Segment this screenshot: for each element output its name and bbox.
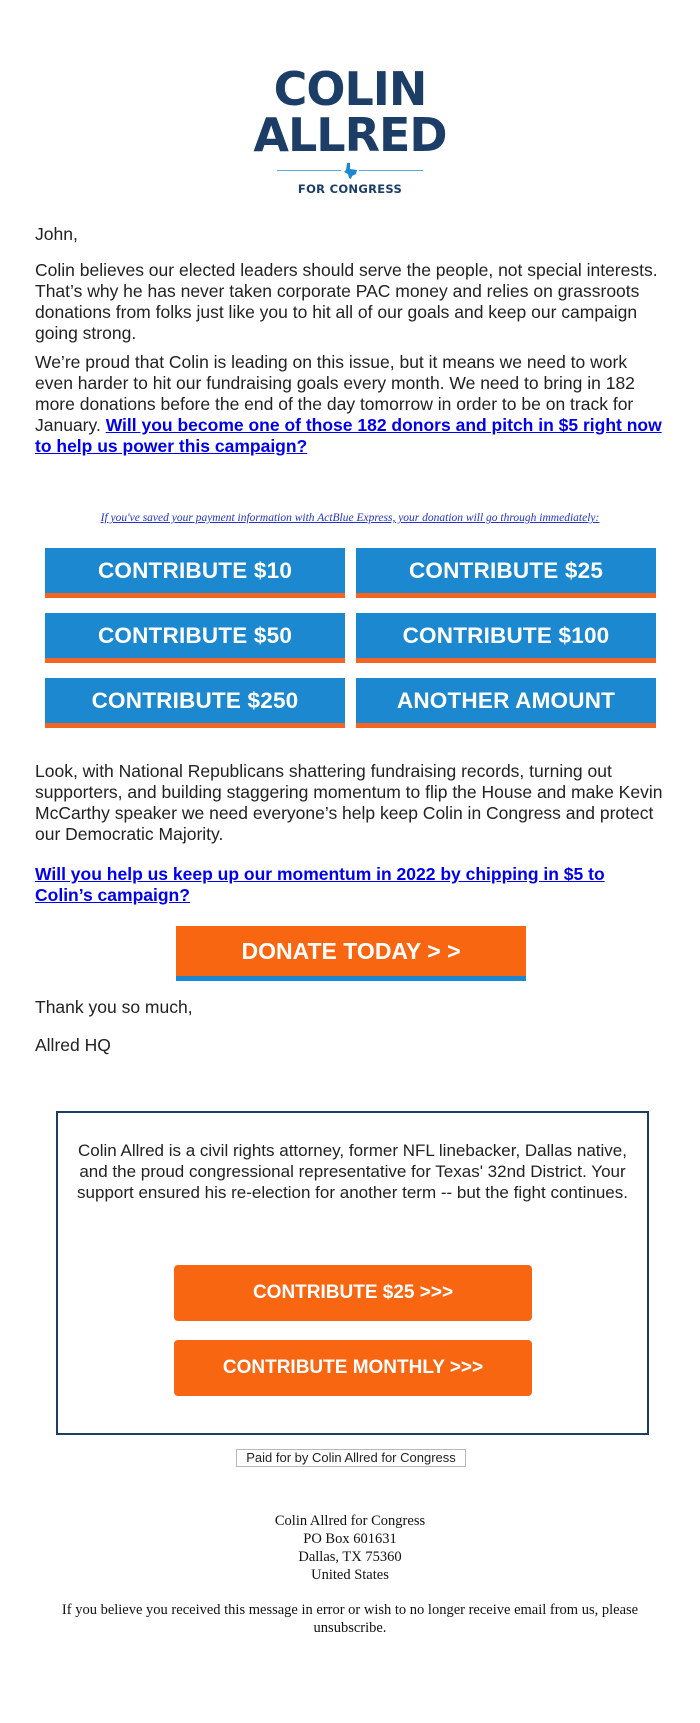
contribute-25-button[interactable]: CONTRIBUTE $25 xyxy=(356,548,656,598)
bio-text: Colin Allred is a civil rights attorney, former NFL linebacker, Dallas native, and the proud congressional representative for Texas' 32nd District. Your support ensured his re-election for another term -- but the fight continues. xyxy=(77,1141,628,1202)
paragraph-1-text: Colin believes our elected leaders should serve the people, not special interests. That’s why he has never taken corporate PAC money and relies on grassroots donations from folks just like you to hit all of our goals and keep our campaign going strong. xyxy=(35,260,658,343)
logo-divider xyxy=(277,162,423,180)
logo-subtitle: FOR CONGRESS xyxy=(297,182,403,196)
actblue-express-note xyxy=(0,512,700,524)
greeting-text: John, xyxy=(35,224,78,244)
become-donor-link[interactable]: Will you become one of those 182 donors and pitch in $5 right now to help us power this campaign? xyxy=(35,415,662,456)
paragraph-1 xyxy=(35,260,667,344)
signature-text: Allred HQ xyxy=(35,1035,111,1055)
contribute-100-button[interactable]: CONTRIBUTE $100 xyxy=(356,613,656,663)
closing xyxy=(35,997,667,1018)
contribute-monthly-button[interactable]: CONTRIBUTE MONTHLY >>> xyxy=(174,1340,532,1396)
signature xyxy=(35,1035,667,1056)
campaign-logo xyxy=(0,62,700,196)
contribute-25-box-button[interactable]: CONTRIBUTE $25 >>> xyxy=(174,1265,532,1321)
donate-today-button[interactable]: DONATE TODAY > > xyxy=(176,926,526,981)
paragraph-3 xyxy=(35,761,667,845)
paragraph-3-text: Look, with National Republicans shattering fundraising records, turning out supporters, and building staggering momentum to flip the House and make Kevin McCarthy speaker we need everyone’s help keep Colin in Congress and protect our Democratic Majority. xyxy=(35,761,663,844)
actblue-express-link[interactable]: If you've saved your payment information with ActBlue Express, your donation will go through immediately: xyxy=(100,512,600,524)
contribute-10-button[interactable]: CONTRIBUTE $10 xyxy=(45,548,345,598)
footer-po-box: PO Box 601631 xyxy=(303,1531,397,1547)
contribute-250-button[interactable]: CONTRIBUTE $250 xyxy=(45,678,345,728)
footer-city: Dallas, TX 75360 xyxy=(298,1549,402,1565)
paragraph-2-body: We’re proud that Colin is leading on this issue, but it means we need to work even harder to hit our fundraising goals every month. We need to bring in 182 more donations before the end of the day tomorrow in order to be on track for January. xyxy=(35,352,635,435)
footer-country: United States xyxy=(311,1567,389,1583)
paid-for-disclaimer: Paid for by Colin Allred for Congress xyxy=(236,1449,466,1467)
paragraph-2 xyxy=(35,352,667,457)
paragraph-4 xyxy=(35,864,667,906)
unsubscribe-note: If you believe you received this message in error or wish to no longer receive email from us, please unsubscribe. xyxy=(61,1602,639,1636)
momentum-link[interactable]: Will you help us keep up our momentum in 2022 by chipping in $5 to Colin’s campaign? xyxy=(35,864,605,905)
footer-org: Colin Allred for Congress xyxy=(274,1513,426,1529)
logo-line-1: COLIN xyxy=(273,62,427,116)
contribute-50-button[interactable]: CONTRIBUTE $50 xyxy=(45,613,345,663)
paragraph-2-text xyxy=(35,352,667,457)
texas-icon xyxy=(341,162,359,180)
another-amount-button[interactable]: ANOTHER AMOUNT xyxy=(356,678,656,728)
greeting xyxy=(35,224,667,245)
bio-box xyxy=(56,1111,649,1435)
logo-line-2: ALLRED xyxy=(253,108,447,162)
thanks-text: Thank you so much, xyxy=(35,997,193,1017)
